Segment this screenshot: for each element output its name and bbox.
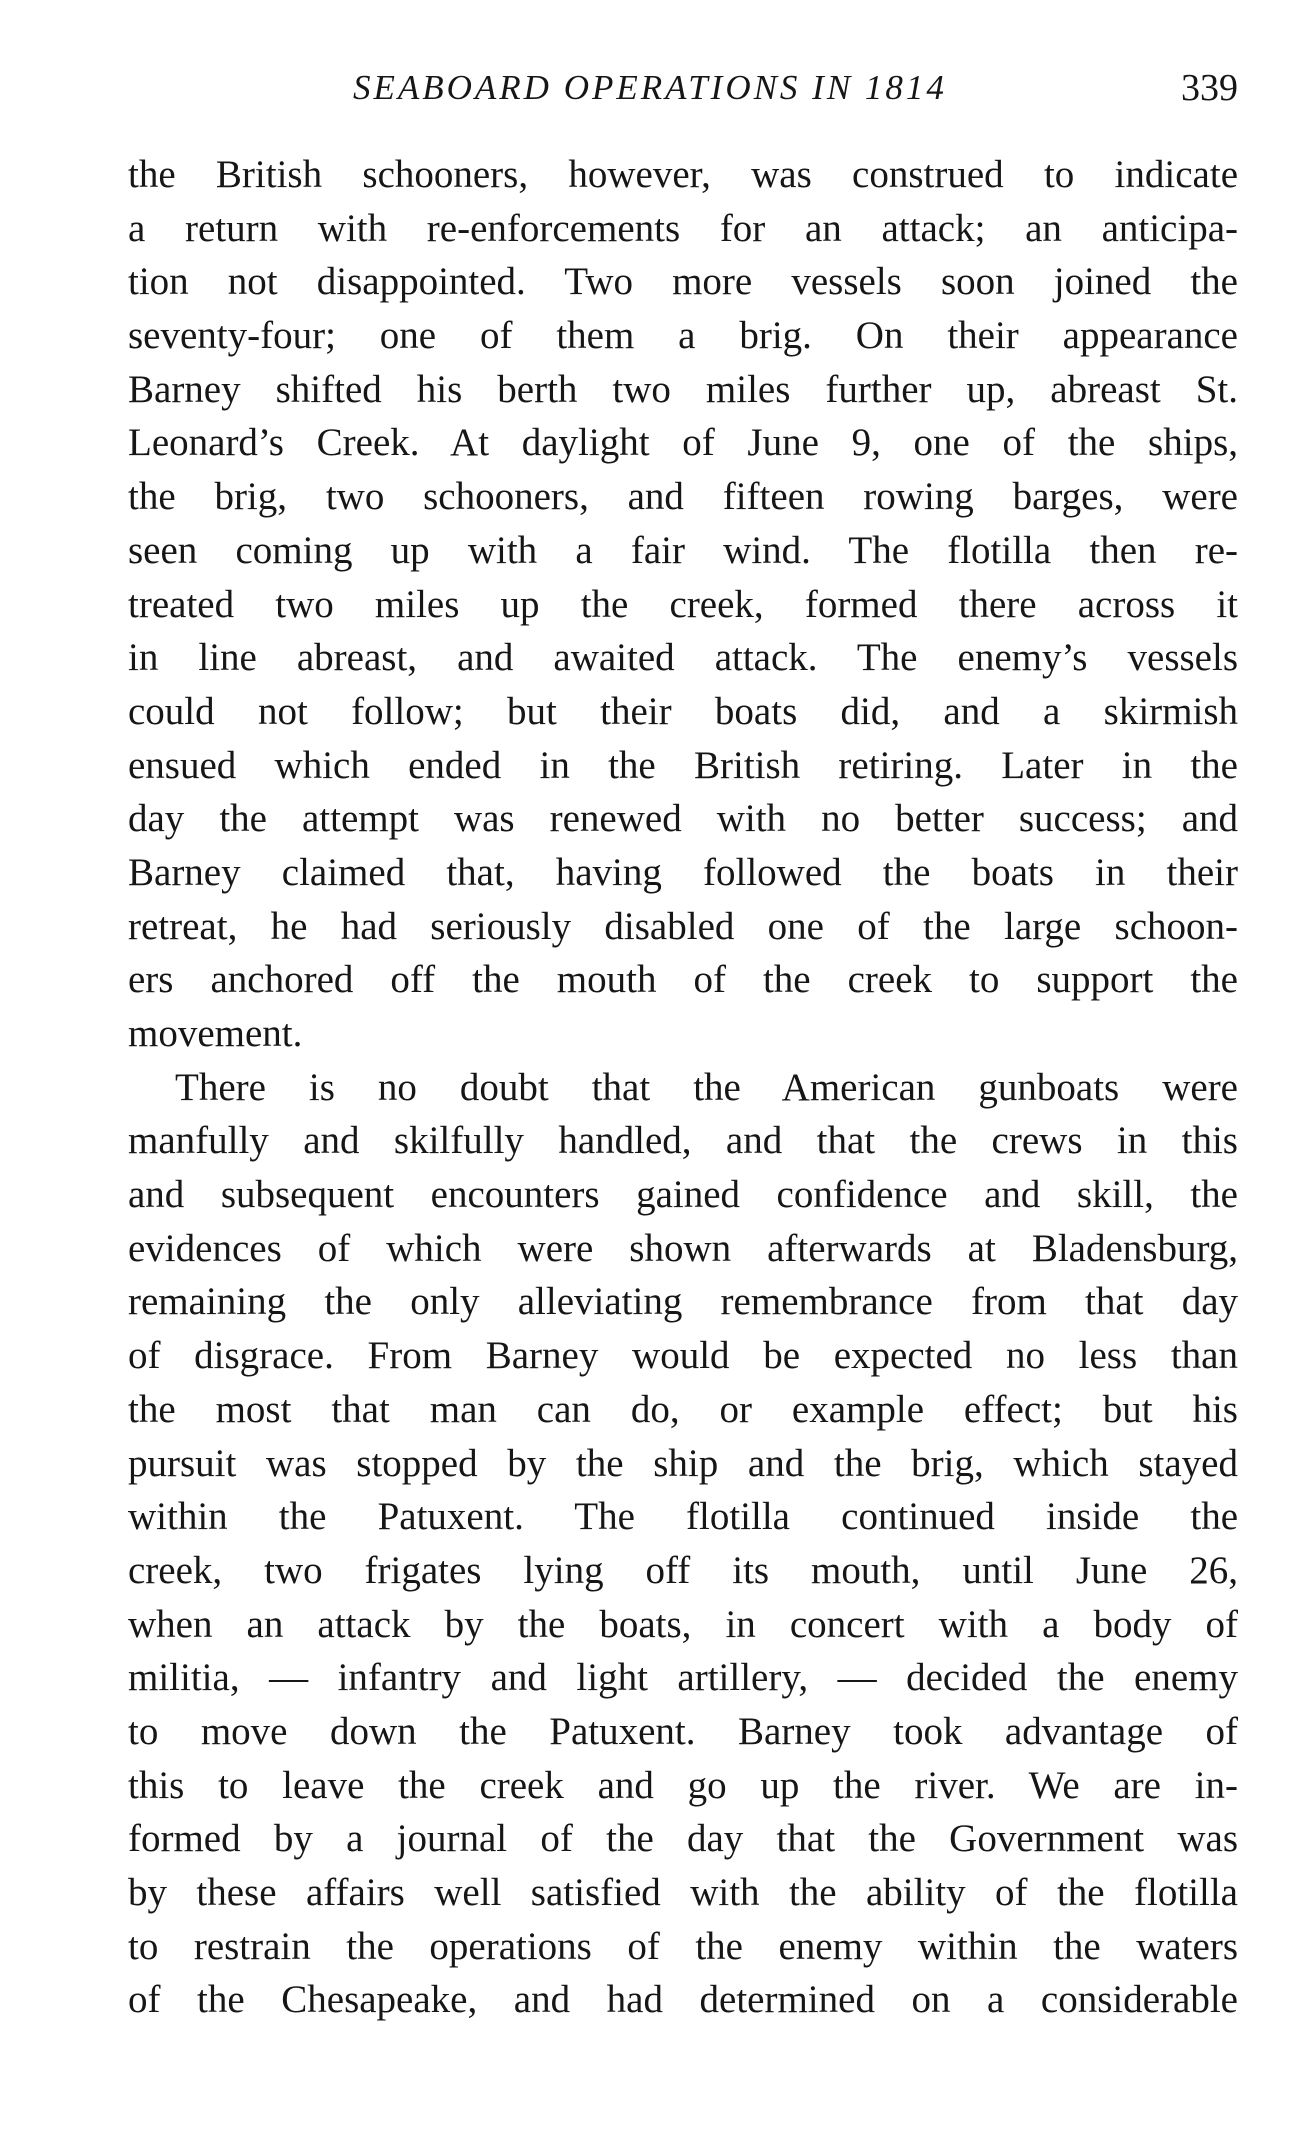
text-line: to restrain the operations of the enemy within the waters: [128, 1924, 1238, 1968]
text-line: seventy-four; one of them a brig. On their appearance: [128, 314, 1238, 358]
text-line: could not follow; but their boats did, and a skirmish: [128, 689, 1238, 733]
text-line: this to leave the creek and go up the river. We are in-: [128, 1763, 1238, 1807]
text-line: seen coming up with a fair wind. The flotilla then re-: [128, 528, 1238, 572]
text-line: retreat, he had seriously disabled one of the large schoon-: [128, 904, 1238, 948]
text-line: ensued which ended in the British retiring. Later in the: [128, 743, 1238, 787]
text-line: evidences of which were shown afterwards at Bladensburg,: [128, 1226, 1238, 1270]
text-line: of the Chesapeake, and had determined on a considerable: [128, 1978, 1238, 2022]
text-line: movement.: [128, 1012, 303, 1055]
text-line: ers anchored off the mouth of the creek to support the: [128, 958, 1238, 1002]
text-line: to move down the Patuxent. Barney took advantage of: [128, 1709, 1238, 1753]
text-line: tion not disappointed. Two more vessels soon joined the: [128, 260, 1238, 304]
text-line: when an attack by the boats, in concert with a body of: [128, 1602, 1238, 1646]
text-line: of disgrace. From Barney would be expected no less than: [128, 1334, 1238, 1378]
text-line: the British schooners, however, was construed to indicate: [128, 153, 1238, 196]
body-text: [128, 148, 1238, 2027]
text-line: a return with re-enforcements for an attack; an anticipa-: [128, 206, 1238, 250]
text-line: There is no doubt that the American gunboats were: [175, 1065, 1238, 1109]
text-line: Leonard’s Creek. At daylight of June 9, one of the ships,: [128, 421, 1238, 465]
text-line: in line abreast, and awaited attack. The enemy’s vessels: [128, 636, 1238, 680]
running-head: [128, 60, 1238, 120]
text-line: manfully and skilfully handled, and that the crews in this: [128, 1119, 1238, 1163]
running-title: SEABOARD OPERATIONS IN 1814: [353, 68, 947, 107]
text-line: by these affairs well satisfied with the ability of the flotilla: [128, 1871, 1238, 1914]
text-line: the brig, two schooners, and fifteen rowing barges, were: [128, 475, 1238, 519]
text-line: militia, — infantry and light artillery, — decided the enemy: [128, 1656, 1238, 1700]
page-number: 339: [1181, 67, 1238, 109]
text-line: pursuit was stopped by the ship and the brig, which stayed: [128, 1441, 1238, 1485]
text-line: within the Patuxent. The flotilla continued inside the: [128, 1495, 1238, 1539]
text-line: remaining the only alleviating remembrance from that day: [128, 1280, 1238, 1324]
text-line: formed by a journal of the day that the Government was: [128, 1817, 1238, 1861]
text-line: the most that man can do, or example effect; but his: [128, 1387, 1238, 1431]
text-line: day the attempt was renewed with no better success; and: [128, 797, 1238, 841]
text-line: Barney shifted his berth two miles further up, abreast St.: [128, 367, 1238, 411]
text-line: creek, two frigates lying off its mouth, until June 26,: [128, 1548, 1238, 1592]
text-line: treated two miles up the creek, formed there across it: [128, 582, 1238, 626]
text-line: and subsequent encounters gained confidence and skill, the: [128, 1173, 1238, 1217]
text-line: Barney claimed that, having followed the boats in their: [128, 850, 1238, 894]
